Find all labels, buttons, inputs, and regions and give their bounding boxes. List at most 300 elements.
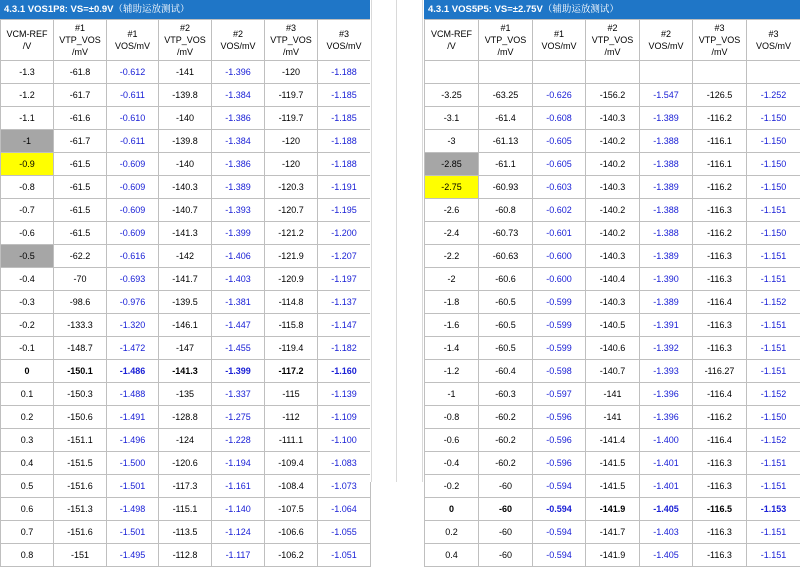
vtp-vos-cell[interactable]: -140.3 bbox=[159, 176, 212, 199]
vos-cell[interactable]: -1.152 bbox=[747, 291, 800, 314]
vtp-vos-cell[interactable]: -116.4 bbox=[693, 383, 747, 406]
vos-cell[interactable]: -1.150 bbox=[747, 107, 800, 130]
vtp-vos-cell[interactable]: -141.5 bbox=[586, 475, 640, 498]
vtp-vos-cell[interactable]: -124 bbox=[159, 429, 212, 452]
vcm-cell[interactable]: -0.1 bbox=[1, 337, 54, 360]
vos-cell[interactable]: -1.100 bbox=[318, 429, 371, 452]
vtp-vos-cell[interactable]: -120.7 bbox=[265, 199, 318, 222]
vcm-cell[interactable]: -1.6 bbox=[425, 314, 479, 337]
vos-cell[interactable]: -0.599 bbox=[533, 314, 586, 337]
vtp-vos-cell[interactable]: -60.8 bbox=[479, 199, 533, 222]
vos-cell[interactable]: -1.399 bbox=[212, 360, 265, 383]
vos-cell[interactable]: -0.594 bbox=[533, 521, 586, 544]
vos-cell[interactable]: -0.596 bbox=[533, 452, 586, 475]
vos-cell[interactable]: -0.594 bbox=[533, 498, 586, 521]
vtp-vos-cell[interactable]: -148.7 bbox=[54, 337, 107, 360]
vtp-vos-cell[interactable]: -116.3 bbox=[693, 452, 747, 475]
vtp-vos-cell[interactable]: -60.3 bbox=[479, 383, 533, 406]
vtp-vos-cell[interactable]: -60.5 bbox=[479, 314, 533, 337]
vtp-vos-cell[interactable]: -120 bbox=[265, 153, 318, 176]
vos-cell[interactable]: -0.596 bbox=[533, 406, 586, 429]
vcm-cell[interactable]: 0 bbox=[425, 498, 479, 521]
vos-cell[interactable]: -1.320 bbox=[107, 314, 159, 337]
vos-cell[interactable]: -1.185 bbox=[318, 84, 371, 107]
vcm-cell[interactable]: 0.4 bbox=[425, 544, 479, 567]
vos-cell[interactable]: -1.150 bbox=[747, 222, 800, 245]
vtp-vos-cell[interactable]: -115.1 bbox=[159, 498, 212, 521]
vos-cell[interactable]: -1.073 bbox=[318, 475, 371, 498]
vtp-vos-cell[interactable]: -114.8 bbox=[265, 291, 318, 314]
vtp-vos-cell[interactable]: -60 bbox=[479, 521, 533, 544]
vos-cell[interactable]: -1.384 bbox=[212, 130, 265, 153]
vtp-vos-cell[interactable]: -61.5 bbox=[54, 222, 107, 245]
vtp-vos-cell[interactable]: -61.5 bbox=[54, 199, 107, 222]
vtp-vos-cell[interactable]: -120 bbox=[265, 61, 318, 84]
vos-cell[interactable]: -1.124 bbox=[212, 521, 265, 544]
vtp-vos-cell[interactable]: -139.5 bbox=[159, 291, 212, 314]
vos-cell[interactable]: -1.406 bbox=[212, 245, 265, 268]
vtp-vos-cell[interactable]: -120 bbox=[265, 130, 318, 153]
vcm-cell[interactable]: -0.8 bbox=[1, 176, 54, 199]
vtp-vos-cell[interactable]: -115.8 bbox=[265, 314, 318, 337]
vos-cell[interactable]: -1.401 bbox=[640, 452, 693, 475]
vos-cell[interactable]: -1.500 bbox=[107, 452, 159, 475]
vos-cell[interactable]: -1.151 bbox=[747, 245, 800, 268]
vtp-vos-cell[interactable]: -61.7 bbox=[54, 84, 107, 107]
vos-cell[interactable]: -1.117 bbox=[212, 544, 265, 567]
vtp-vos-cell[interactable]: -140.3 bbox=[586, 176, 640, 199]
vos-cell[interactable]: -1.388 bbox=[640, 199, 693, 222]
vos-cell[interactable]: -1.447 bbox=[212, 314, 265, 337]
vtp-vos-cell[interactable]: -60.2 bbox=[479, 452, 533, 475]
vos-cell[interactable]: -1.152 bbox=[747, 383, 800, 406]
vos-cell[interactable]: -0.976 bbox=[107, 291, 159, 314]
vos-cell[interactable]: -0.599 bbox=[533, 291, 586, 314]
vcm-cell[interactable]: -0.2 bbox=[1, 314, 54, 337]
vcm-cell[interactable]: 0.7 bbox=[1, 521, 54, 544]
vtp-vos-cell[interactable]: -116.27 bbox=[693, 360, 747, 383]
vtp-vos-cell[interactable]: -61.4 bbox=[479, 107, 533, 130]
vos-cell[interactable]: -1.501 bbox=[107, 521, 159, 544]
vtp-vos-cell[interactable]: -61.5 bbox=[54, 176, 107, 199]
vcm-cell[interactable]: -1.2 bbox=[1, 84, 54, 107]
vos-cell[interactable]: -1.150 bbox=[747, 153, 800, 176]
vtp-vos-cell[interactable]: -147 bbox=[159, 337, 212, 360]
vtp-vos-cell[interactable]: -119.7 bbox=[265, 84, 318, 107]
vtp-vos-cell[interactable]: -62.2 bbox=[54, 245, 107, 268]
vtp-vos-cell[interactable]: -106.6 bbox=[265, 521, 318, 544]
vos-cell[interactable]: -1.150 bbox=[747, 406, 800, 429]
vtp-vos-cell[interactable]: -116.3 bbox=[693, 245, 747, 268]
vos-cell[interactable]: -0.600 bbox=[533, 245, 586, 268]
vtp-vos-cell[interactable]: -140 bbox=[159, 153, 212, 176]
vos-cell[interactable]: -1.200 bbox=[318, 222, 371, 245]
vos-cell[interactable]: -0.616 bbox=[107, 245, 159, 268]
vcm-cell[interactable]: -0.3 bbox=[1, 291, 54, 314]
vos-cell[interactable]: -1.386 bbox=[212, 107, 265, 130]
vos-cell[interactable]: -0.601 bbox=[533, 222, 586, 245]
vos-cell[interactable]: -1.055 bbox=[318, 521, 371, 544]
vcm-cell[interactable] bbox=[425, 61, 479, 84]
vtp-vos-cell[interactable]: -151.1 bbox=[54, 429, 107, 452]
vcm-cell[interactable]: 0.5 bbox=[1, 475, 54, 498]
vtp-vos-cell[interactable]: -151 bbox=[54, 544, 107, 567]
vtp-vos-cell[interactable]: -141.9 bbox=[586, 498, 640, 521]
vos-cell[interactable]: -0.609 bbox=[107, 199, 159, 222]
vtp-vos-cell[interactable]: -107.5 bbox=[265, 498, 318, 521]
vcm-cell[interactable]: -0.5 bbox=[1, 245, 54, 268]
vtp-vos-cell[interactable]: -112 bbox=[265, 406, 318, 429]
vos-cell[interactable]: -1.160 bbox=[318, 360, 371, 383]
vtp-vos-cell[interactable]: -140 bbox=[159, 107, 212, 130]
vtp-vos-cell[interactable]: -117.3 bbox=[159, 475, 212, 498]
vos-cell[interactable]: -1.455 bbox=[212, 337, 265, 360]
vtp-vos-cell[interactable]: -113.5 bbox=[159, 521, 212, 544]
vtp-vos-cell[interactable]: -151.5 bbox=[54, 452, 107, 475]
vtp-vos-cell[interactable]: -121.2 bbox=[265, 222, 318, 245]
vos-cell[interactable]: -1.392 bbox=[640, 337, 693, 360]
vos-cell[interactable]: -0.609 bbox=[107, 153, 159, 176]
vtp-vos-cell[interactable]: -60.5 bbox=[479, 291, 533, 314]
vtp-vos-cell[interactable]: -61.8 bbox=[54, 61, 107, 84]
vos-cell[interactable]: -1.151 bbox=[747, 337, 800, 360]
vtp-vos-cell[interactable]: -156.2 bbox=[586, 84, 640, 107]
vcm-cell[interactable]: 0 bbox=[1, 360, 54, 383]
vtp-vos-cell[interactable]: -116.4 bbox=[693, 291, 747, 314]
vcm-cell[interactable]: -3.1 bbox=[425, 107, 479, 130]
vcm-cell[interactable]: -3.25 bbox=[425, 84, 479, 107]
vos-cell[interactable]: -1.389 bbox=[212, 176, 265, 199]
vtp-vos-cell[interactable]: -141 bbox=[159, 61, 212, 84]
vcm-cell[interactable]: 0.4 bbox=[1, 452, 54, 475]
vcm-cell[interactable]: 0.3 bbox=[1, 429, 54, 452]
vos-cell[interactable]: -1.188 bbox=[318, 130, 371, 153]
vtp-vos-cell[interactable]: -60 bbox=[479, 544, 533, 567]
vtp-vos-cell[interactable]: -60 bbox=[479, 498, 533, 521]
vtp-vos-cell[interactable]: -151.6 bbox=[54, 521, 107, 544]
vos-cell[interactable]: -0.609 bbox=[107, 176, 159, 199]
vos-cell[interactable]: -0.611 bbox=[107, 84, 159, 107]
vos-cell[interactable]: -1.396 bbox=[212, 61, 265, 84]
vos-cell[interactable]: -1.396 bbox=[640, 406, 693, 429]
vtp-vos-cell[interactable]: -126.5 bbox=[693, 84, 747, 107]
vos-cell[interactable] bbox=[533, 61, 586, 84]
vtp-vos-cell[interactable]: -135 bbox=[159, 383, 212, 406]
vtp-vos-cell[interactable]: -116.3 bbox=[693, 544, 747, 567]
vos-cell[interactable]: -1.393 bbox=[212, 199, 265, 222]
vos-cell[interactable]: -1.197 bbox=[318, 268, 371, 291]
vcm-cell[interactable]: -0.9 bbox=[1, 153, 54, 176]
vos-cell[interactable]: -1.275 bbox=[212, 406, 265, 429]
vtp-vos-cell[interactable]: -115 bbox=[265, 383, 318, 406]
vtp-vos-cell[interactable]: -116.3 bbox=[693, 199, 747, 222]
vcm-cell[interactable]: -2.85 bbox=[425, 153, 479, 176]
vcm-cell[interactable]: -2.75 bbox=[425, 176, 479, 199]
vtp-vos-cell[interactable]: -121.9 bbox=[265, 245, 318, 268]
vtp-vos-cell[interactable]: -61.7 bbox=[54, 130, 107, 153]
vos-cell[interactable]: -1.388 bbox=[640, 222, 693, 245]
vtp-vos-cell[interactable]: -141.5 bbox=[586, 452, 640, 475]
vos-cell[interactable] bbox=[640, 61, 693, 84]
vtp-vos-cell[interactable]: -140.2 bbox=[586, 130, 640, 153]
vtp-vos-cell[interactable]: -63.25 bbox=[479, 84, 533, 107]
vtp-vos-cell[interactable]: -150.1 bbox=[54, 360, 107, 383]
vos-cell[interactable]: -1.337 bbox=[212, 383, 265, 406]
vos-cell[interactable]: -1.153 bbox=[747, 498, 800, 521]
vtp-vos-cell[interactable]: -116.2 bbox=[693, 406, 747, 429]
vtp-vos-cell[interactable]: -60.2 bbox=[479, 429, 533, 452]
vtp-vos-cell[interactable]: -120.6 bbox=[159, 452, 212, 475]
vtp-vos-cell[interactable]: -116.3 bbox=[693, 521, 747, 544]
vos-cell[interactable]: -1.472 bbox=[107, 337, 159, 360]
vtp-vos-cell[interactable]: -116.3 bbox=[693, 268, 747, 291]
vtp-vos-cell[interactable]: -120.3 bbox=[265, 176, 318, 199]
vos-cell[interactable]: -1.486 bbox=[107, 360, 159, 383]
vos-cell[interactable]: -1.151 bbox=[747, 452, 800, 475]
vcm-cell[interactable]: -0.2 bbox=[425, 475, 479, 498]
vcm-cell[interactable]: -1.1 bbox=[1, 107, 54, 130]
vos-cell[interactable]: -0.603 bbox=[533, 176, 586, 199]
vos-cell[interactable]: -1.391 bbox=[640, 314, 693, 337]
vtp-vos-cell[interactable]: -61.5 bbox=[54, 153, 107, 176]
vtp-vos-cell[interactable]: -140.5 bbox=[586, 314, 640, 337]
vos-cell[interactable] bbox=[747, 61, 800, 84]
vtp-vos-cell[interactable]: -140.3 bbox=[586, 107, 640, 130]
vtp-vos-cell[interactable]: -120.9 bbox=[265, 268, 318, 291]
vtp-vos-cell[interactable]: -133.3 bbox=[54, 314, 107, 337]
vtp-vos-cell[interactable]: -116.1 bbox=[693, 153, 747, 176]
vos-cell[interactable]: -1.161 bbox=[212, 475, 265, 498]
vos-cell[interactable]: -0.610 bbox=[107, 107, 159, 130]
vos-cell[interactable]: -1.109 bbox=[318, 406, 371, 429]
vos-cell[interactable]: -1.405 bbox=[640, 498, 693, 521]
vos-cell[interactable]: -1.191 bbox=[318, 176, 371, 199]
vos-cell[interactable]: -1.547 bbox=[640, 84, 693, 107]
vos-cell[interactable]: -1.188 bbox=[318, 153, 371, 176]
vtp-vos-cell[interactable]: -60 bbox=[479, 475, 533, 498]
vcm-cell[interactable]: -2 bbox=[425, 268, 479, 291]
vtp-vos-cell[interactable]: -60.63 bbox=[479, 245, 533, 268]
vos-cell[interactable]: -1.400 bbox=[640, 429, 693, 452]
vos-cell[interactable]: -1.399 bbox=[212, 222, 265, 245]
vcm-cell[interactable]: -3 bbox=[425, 130, 479, 153]
vcm-cell[interactable]: -0.8 bbox=[425, 406, 479, 429]
vos-cell[interactable]: -1.137 bbox=[318, 291, 371, 314]
vtp-vos-cell[interactable]: -60.4 bbox=[479, 360, 533, 383]
vtp-vos-cell[interactable]: -139.8 bbox=[159, 84, 212, 107]
vtp-vos-cell[interactable]: -116.2 bbox=[693, 176, 747, 199]
vos-cell[interactable]: -1.151 bbox=[747, 199, 800, 222]
vtp-vos-cell[interactable]: -70 bbox=[54, 268, 107, 291]
vos-cell[interactable]: -1.403 bbox=[212, 268, 265, 291]
vos-cell[interactable]: -1.151 bbox=[747, 544, 800, 567]
vtp-vos-cell[interactable] bbox=[693, 61, 747, 84]
vtp-vos-cell[interactable]: -140.6 bbox=[586, 337, 640, 360]
vos-cell[interactable]: -1.207 bbox=[318, 245, 371, 268]
vtp-vos-cell[interactable]: -140.3 bbox=[586, 291, 640, 314]
vtp-vos-cell[interactable]: -116.3 bbox=[693, 337, 747, 360]
vtp-vos-cell[interactable]: -111.1 bbox=[265, 429, 318, 452]
vos-cell[interactable]: -1.152 bbox=[747, 429, 800, 452]
vtp-vos-cell[interactable]: -60.73 bbox=[479, 222, 533, 245]
vcm-cell[interactable]: -1 bbox=[425, 383, 479, 406]
vtp-vos-cell[interactable]: -106.2 bbox=[265, 544, 318, 567]
vcm-cell[interactable]: -1.4 bbox=[425, 337, 479, 360]
vos-cell[interactable]: -0.602 bbox=[533, 199, 586, 222]
vos-cell[interactable]: -0.597 bbox=[533, 383, 586, 406]
vos-cell[interactable]: -1.185 bbox=[318, 107, 371, 130]
vos-cell[interactable]: -1.389 bbox=[640, 291, 693, 314]
vos-cell[interactable]: -1.194 bbox=[212, 452, 265, 475]
vos-cell[interactable]: -1.501 bbox=[107, 475, 159, 498]
vtp-vos-cell[interactable]: -146.1 bbox=[159, 314, 212, 337]
vtp-vos-cell[interactable]: -61.6 bbox=[54, 107, 107, 130]
vos-cell[interactable]: -0.608 bbox=[533, 107, 586, 130]
vtp-vos-cell[interactable]: -61.13 bbox=[479, 130, 533, 153]
vos-cell[interactable]: -1.151 bbox=[747, 314, 800, 337]
vos-cell[interactable]: -1.396 bbox=[640, 383, 693, 406]
vos-cell[interactable]: -1.151 bbox=[747, 521, 800, 544]
vtp-vos-cell[interactable]: -116.3 bbox=[693, 314, 747, 337]
vtp-vos-cell[interactable]: -141.3 bbox=[159, 360, 212, 383]
vtp-vos-cell[interactable]: -60.6 bbox=[479, 268, 533, 291]
vos-cell[interactable]: -0.600 bbox=[533, 268, 586, 291]
vtp-vos-cell[interactable] bbox=[479, 61, 533, 84]
vos-cell[interactable]: -1.140 bbox=[212, 498, 265, 521]
vtp-vos-cell[interactable]: -98.6 bbox=[54, 291, 107, 314]
vtp-vos-cell[interactable]: -141.7 bbox=[159, 268, 212, 291]
vos-cell[interactable]: -1.388 bbox=[640, 130, 693, 153]
vtp-vos-cell[interactable]: -116.4 bbox=[693, 429, 747, 452]
vos-cell[interactable]: -0.612 bbox=[107, 61, 159, 84]
vos-cell[interactable]: -1.150 bbox=[747, 176, 800, 199]
vtp-vos-cell[interactable]: -140.2 bbox=[586, 153, 640, 176]
vos-cell[interactable]: -1.064 bbox=[318, 498, 371, 521]
vtp-vos-cell[interactable]: -116.1 bbox=[693, 130, 747, 153]
vcm-cell[interactable]: -0.7 bbox=[1, 199, 54, 222]
vtp-vos-cell[interactable]: -141.9 bbox=[586, 544, 640, 567]
vos-cell[interactable]: -1.488 bbox=[107, 383, 159, 406]
vcm-cell[interactable]: -1 bbox=[1, 130, 54, 153]
vcm-cell[interactable]: 0.6 bbox=[1, 498, 54, 521]
vos-cell[interactable]: -0.605 bbox=[533, 130, 586, 153]
vos-cell[interactable]: -1.147 bbox=[318, 314, 371, 337]
vos-cell[interactable]: -1.405 bbox=[640, 544, 693, 567]
vos-cell[interactable]: -0.611 bbox=[107, 130, 159, 153]
vtp-vos-cell[interactable]: -141 bbox=[586, 406, 640, 429]
vcm-cell[interactable]: -2.6 bbox=[425, 199, 479, 222]
vtp-vos-cell[interactable]: -60.93 bbox=[479, 176, 533, 199]
vtp-vos-cell[interactable]: -108.4 bbox=[265, 475, 318, 498]
vcm-cell[interactable]: 0.2 bbox=[1, 406, 54, 429]
vtp-vos-cell[interactable]: -60.2 bbox=[479, 406, 533, 429]
vcm-cell[interactable]: -0.6 bbox=[1, 222, 54, 245]
vtp-vos-cell[interactable]: -117.2 bbox=[265, 360, 318, 383]
vos-cell[interactable]: -1.393 bbox=[640, 360, 693, 383]
vcm-cell[interactable]: -0.4 bbox=[1, 268, 54, 291]
vos-cell[interactable]: -1.195 bbox=[318, 199, 371, 222]
vcm-cell[interactable]: -1.2 bbox=[425, 360, 479, 383]
vos-cell[interactable]: -0.596 bbox=[533, 429, 586, 452]
vos-cell[interactable]: -0.599 bbox=[533, 337, 586, 360]
vtp-vos-cell[interactable]: -140.4 bbox=[586, 268, 640, 291]
vtp-vos-cell[interactable]: -119.4 bbox=[265, 337, 318, 360]
vos-cell[interactable]: -1.381 bbox=[212, 291, 265, 314]
vcm-cell[interactable]: -2.4 bbox=[425, 222, 479, 245]
vos-cell[interactable]: -1.051 bbox=[318, 544, 371, 567]
vos-cell[interactable]: -1.390 bbox=[640, 268, 693, 291]
vos-cell[interactable]: -0.693 bbox=[107, 268, 159, 291]
vos-cell[interactable]: -1.384 bbox=[212, 84, 265, 107]
vtp-vos-cell[interactable]: -116.3 bbox=[693, 475, 747, 498]
vtp-vos-cell[interactable]: -61.1 bbox=[479, 153, 533, 176]
vtp-vos-cell[interactable]: -60.5 bbox=[479, 337, 533, 360]
vos-cell[interactable]: -1.388 bbox=[640, 153, 693, 176]
vtp-vos-cell[interactable]: -141.4 bbox=[586, 429, 640, 452]
vtp-vos-cell[interactable]: -150.3 bbox=[54, 383, 107, 406]
vos-cell[interactable]: -1.182 bbox=[318, 337, 371, 360]
vtp-vos-cell[interactable]: -109.4 bbox=[265, 452, 318, 475]
vcm-cell[interactable]: 0.1 bbox=[1, 383, 54, 406]
vtp-vos-cell[interactable]: -141 bbox=[586, 383, 640, 406]
vtp-vos-cell[interactable]: -112.8 bbox=[159, 544, 212, 567]
vos-cell[interactable]: -1.403 bbox=[640, 521, 693, 544]
vos-cell[interactable]: -0.626 bbox=[533, 84, 586, 107]
vos-cell[interactable]: -1.491 bbox=[107, 406, 159, 429]
vos-cell[interactable]: -0.598 bbox=[533, 360, 586, 383]
vtp-vos-cell[interactable]: -151.6 bbox=[54, 475, 107, 498]
vos-cell[interactable]: -1.498 bbox=[107, 498, 159, 521]
vtp-vos-cell[interactable]: -140.7 bbox=[586, 360, 640, 383]
vos-cell[interactable]: -1.389 bbox=[640, 245, 693, 268]
vos-cell[interactable]: -1.151 bbox=[747, 475, 800, 498]
vos-cell[interactable]: -0.594 bbox=[533, 475, 586, 498]
vos-cell[interactable]: -1.496 bbox=[107, 429, 159, 452]
vtp-vos-cell[interactable]: -119.7 bbox=[265, 107, 318, 130]
vtp-vos-cell[interactable]: -128.8 bbox=[159, 406, 212, 429]
vos-cell[interactable]: -0.605 bbox=[533, 153, 586, 176]
vos-cell[interactable]: -1.389 bbox=[640, 176, 693, 199]
vos-cell[interactable]: -1.386 bbox=[212, 153, 265, 176]
vcm-cell[interactable]: -0.6 bbox=[425, 429, 479, 452]
vcm-cell[interactable]: -1.8 bbox=[425, 291, 479, 314]
vos-cell[interactable]: -1.401 bbox=[640, 475, 693, 498]
vtp-vos-cell[interactable]: -151.3 bbox=[54, 498, 107, 521]
vos-cell[interactable]: -1.389 bbox=[640, 107, 693, 130]
vtp-vos-cell[interactable] bbox=[586, 61, 640, 84]
vtp-vos-cell[interactable]: -142 bbox=[159, 245, 212, 268]
vtp-vos-cell[interactable]: -116.2 bbox=[693, 107, 747, 130]
vtp-vos-cell[interactable]: -141.3 bbox=[159, 222, 212, 245]
vtp-vos-cell[interactable]: -116.5 bbox=[693, 498, 747, 521]
vos-cell[interactable]: -1.228 bbox=[212, 429, 265, 452]
vtp-vos-cell[interactable]: -140.3 bbox=[586, 245, 640, 268]
vtp-vos-cell[interactable]: -116.2 bbox=[693, 222, 747, 245]
vcm-cell[interactable]: -1.3 bbox=[1, 61, 54, 84]
vos-cell[interactable]: -0.609 bbox=[107, 222, 159, 245]
vtp-vos-cell[interactable]: -141.7 bbox=[586, 521, 640, 544]
vos-cell[interactable]: -0.594 bbox=[533, 544, 586, 567]
vos-cell[interactable]: -1.083 bbox=[318, 452, 371, 475]
vtp-vos-cell[interactable]: -150.6 bbox=[54, 406, 107, 429]
vos-cell[interactable]: -1.495 bbox=[107, 544, 159, 567]
vtp-vos-cell[interactable]: -140.7 bbox=[159, 199, 212, 222]
vos-cell[interactable]: -1.252 bbox=[747, 84, 800, 107]
vcm-cell[interactable]: -0.4 bbox=[425, 452, 479, 475]
vcm-cell[interactable]: -2.2 bbox=[425, 245, 479, 268]
vcm-cell[interactable]: 0.8 bbox=[1, 544, 54, 567]
vtp-vos-cell[interactable]: -139.8 bbox=[159, 130, 212, 153]
